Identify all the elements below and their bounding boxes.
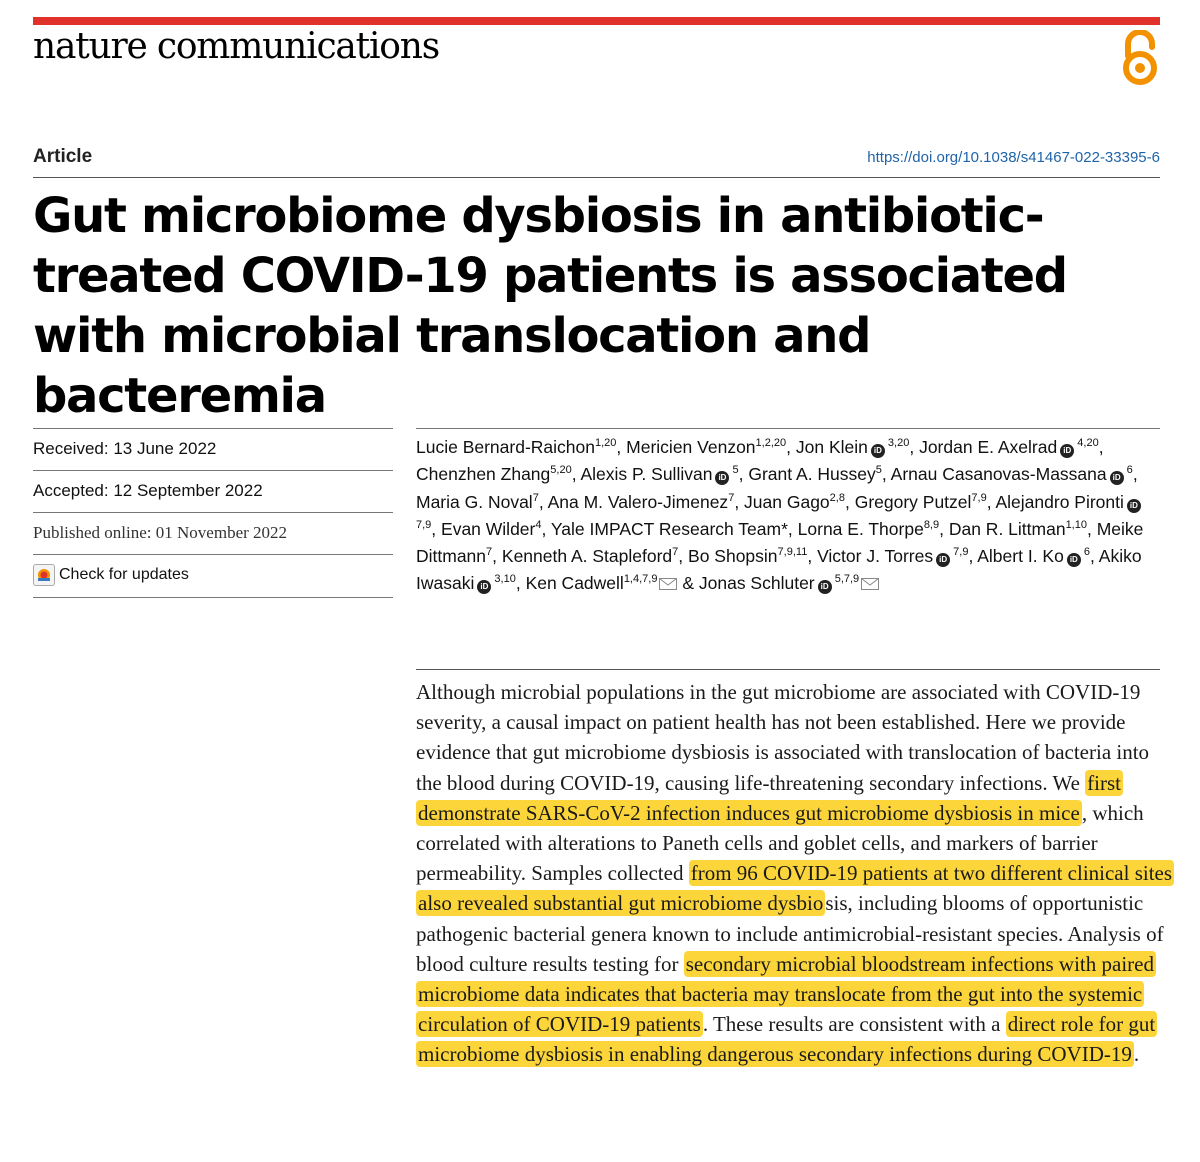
author-entry: Alejandro Pironti iD $^{7,9}$, bbox=[416, 492, 1141, 539]
author-name[interactable]: Lucie Bernard-Raichon bbox=[416, 437, 595, 457]
mail-icon[interactable] bbox=[659, 578, 677, 590]
author-entry: Jon Klein iD $^{3,20}$, bbox=[795, 437, 920, 457]
check-updates-label: Check for updates bbox=[59, 566, 189, 583]
orcid-icon[interactable]: iD bbox=[477, 580, 491, 594]
affiliation-superscript: 5,20 bbox=[550, 464, 572, 477]
article-title: Gut microbiome dysbiosis in antibiotic-treated COVID-19 patients is associated with microbial translocation and bacteremia bbox=[33, 188, 1067, 424]
journal-name: nature communications bbox=[33, 26, 439, 67]
divider bbox=[33, 597, 393, 598]
author-name[interactable]: Gregory Putzel bbox=[854, 491, 972, 512]
orcid-icon[interactable]: iD bbox=[1110, 471, 1124, 485]
affiliation-superscript: 7,9 bbox=[416, 518, 432, 531]
author-name[interactable]: Mericien Venzon bbox=[626, 437, 756, 457]
affiliation-superscript: 2,8 bbox=[829, 491, 845, 504]
affiliation-superscript: 1,4,7,9 bbox=[623, 573, 658, 586]
abstract-text: Although microbial populations in the gut microbiome are associated with COVID-19 severity, a causal impact on patient health has not been established. Here we provide evidence that gut microbiome dysbiosis is associated with translocation of bacteria into the blood during COVID-19, causing life-threatening secondary infections. We bbox=[416, 680, 1150, 795]
author-entry: Victor J. Torres iD $^{7,9}$, bbox=[817, 546, 978, 567]
author-name[interactable]: Jonas Schluter bbox=[698, 573, 815, 594]
abstract-highlight: direct role for gut microbiome dysbiosis in enabling dangerous secondary infections during COVID-19 bbox=[418, 1012, 1156, 1067]
author-entry: Juan Gago$^{2,8}$, bbox=[744, 491, 855, 512]
author-name[interactable]: Chenzhen Zhang bbox=[416, 464, 551, 485]
author-entry: Evan Wilder$^4$, bbox=[441, 518, 551, 539]
check-updates-button[interactable] bbox=[33, 555, 393, 597]
author-name[interactable]: Ana M. Valero-Jimenez bbox=[547, 491, 729, 512]
affiliation-superscript: 5,7,9 bbox=[831, 573, 860, 586]
author-name[interactable]: Meike Dittmann bbox=[416, 518, 1144, 567]
author-name[interactable]: Kenneth A. Stapleford bbox=[501, 546, 673, 567]
affiliation-superscript: 4,20 bbox=[1074, 437, 1099, 449]
journal-brand-bar bbox=[33, 17, 1160, 25]
author-name[interactable]: Albert I. Ko bbox=[977, 546, 1064, 567]
abstract-highlight: secondary microbial bloodstream infections with paired microbiome data indicates that bacteria may translocate from the gut into the systemic circulation of COVID-19 patients bbox=[418, 951, 1154, 1037]
accepted-date: Accepted: 12 September 2022 bbox=[33, 481, 263, 500]
author-list bbox=[416, 429, 1160, 598]
abstract-text: , which correlated with alterations to Paneth cells and goblet cells, and markers of barrier permeability. Samples collected bbox=[416, 800, 1144, 886]
affiliation-superscript: 1,2,20 bbox=[755, 437, 787, 449]
author-entry: Chenzhen Zhang$^{5,20}$, bbox=[416, 464, 581, 485]
author-entry: Akiko Iwasaki iD $^{3,10}$, bbox=[416, 546, 1142, 594]
author-name[interactable]: Yale IMPACT Research Team* bbox=[550, 518, 788, 539]
author-name[interactable]: Juan Gago bbox=[744, 491, 830, 512]
orcid-icon[interactable]: iD bbox=[715, 471, 729, 485]
affiliation-superscript: 7,9,11 bbox=[777, 546, 808, 559]
orcid-icon[interactable]: iD bbox=[1127, 499, 1141, 513]
author-entry: Bo Shopsin$^{7,9,11}$, bbox=[688, 546, 818, 567]
affiliation-superscript: 3,20 bbox=[884, 437, 910, 449]
affiliation-superscript: 7 bbox=[532, 491, 539, 504]
author-entry: Arnau Casanovas-Massana iD $^6$, bbox=[890, 464, 1138, 485]
affiliation-superscript: 5 bbox=[729, 464, 739, 477]
author-entry: Jordan E. Axelrad iD $^{4,20}$, bbox=[919, 437, 1104, 457]
affiliation-superscript: 4 bbox=[535, 518, 542, 531]
author-name[interactable]: Maria G. Noval bbox=[416, 491, 533, 512]
abstract-text: . bbox=[1133, 1042, 1140, 1067]
author-entry: Gregory Putzel$^{7,9}$, bbox=[854, 491, 996, 512]
author-name[interactable]: Ken Cadwell bbox=[525, 573, 624, 594]
affiliation-superscript: 7 bbox=[728, 491, 735, 504]
abstract-highlight: from 96 COVID-19 patients at two different clinical sites also revealed substantial gut microbiome dysbio bbox=[418, 861, 1173, 916]
author-entry: Alexis P. Sullivan iD $^5$, bbox=[580, 464, 749, 485]
author-entry: Ana M. Valero-Jimenez$^7$, bbox=[547, 491, 745, 512]
author-entry: Lucie Bernard-Raichon$^{1,20}$, bbox=[416, 437, 627, 457]
author-name[interactable]: Akiko Iwasaki bbox=[416, 546, 1142, 594]
author-entry: Mericien Venzon$^{1,2,20}$, bbox=[626, 437, 796, 457]
author-entry: Meike Dittmann$^7$, bbox=[416, 518, 1144, 567]
affiliation-superscript: 8,9 bbox=[923, 518, 940, 531]
abstract bbox=[416, 677, 1176, 1070]
mail-icon[interactable] bbox=[861, 578, 879, 590]
header-divider bbox=[33, 177, 1160, 178]
orcid-icon[interactable]: iD bbox=[1060, 444, 1074, 458]
affiliation-superscript: 6 bbox=[1123, 464, 1133, 477]
affiliation-superscript: 7 bbox=[672, 546, 679, 559]
published-date: Published online: 01 November 2022 bbox=[33, 523, 288, 542]
author-entry bbox=[526, 573, 683, 593]
author-entry: Lorna E. Thorpe$^{8,9}$, bbox=[797, 518, 949, 539]
abstract-divider bbox=[416, 669, 1160, 670]
abstract-highlight: first demonstrate SARS-CoV-2 infection induces gut microbiome dysbiosis in mice bbox=[418, 770, 1121, 825]
author-name[interactable]: Jordan E. Axelrad bbox=[919, 437, 1058, 457]
author-entry: Grant A. Hussey$^5$, bbox=[748, 464, 891, 485]
author-name[interactable]: Arnau Casanovas-Massana bbox=[890, 464, 1107, 485]
author-entry: Yale IMPACT Research Team*, bbox=[550, 518, 798, 539]
author-name[interactable]: Alejandro Pironti bbox=[995, 491, 1124, 512]
author-name[interactable]: Grant A. Hussey bbox=[748, 464, 876, 485]
orcid-icon[interactable]: iD bbox=[1067, 553, 1081, 567]
affiliation-superscript: 7 bbox=[486, 546, 493, 559]
orcid-icon[interactable]: iD bbox=[871, 444, 885, 458]
author-entry: Kenneth A. Stapleford$^7$, bbox=[501, 546, 689, 567]
publication-dates-panel bbox=[33, 428, 393, 598]
affiliation-superscript: 6 bbox=[1080, 546, 1091, 559]
author-entry: & Jonas Schluter iD $^{5,7,9}$ bbox=[682, 573, 879, 593]
author-name[interactable]: Victor J. Torres bbox=[817, 546, 934, 567]
author-name[interactable]: Jon Klein bbox=[795, 437, 868, 457]
author-entry: Maria G. Noval$^7$, bbox=[416, 491, 548, 512]
abstract-text: sis, including blooms of opportunistic pathogenic bacterial genera known to include antimicrobial-resistant species. Analysis of blood culture results testing for bbox=[416, 891, 1164, 976]
author-name[interactable]: Evan Wilder bbox=[441, 518, 536, 539]
author-name[interactable]: Alexis P. Sullivan bbox=[580, 464, 713, 485]
affiliation-superscript: 7,9 bbox=[971, 491, 987, 504]
authors-panel bbox=[416, 428, 1160, 598]
author-entry: Dan R. Littman$^{1,10}$, bbox=[948, 518, 1097, 539]
affiliation-superscript: 5 bbox=[875, 464, 882, 477]
affiliation-superscript: 3,10 bbox=[491, 573, 516, 586]
affiliation-superscript: 1,10 bbox=[1065, 518, 1087, 531]
received-date: Received: 13 June 2022 bbox=[33, 439, 217, 458]
affiliation-superscript: 7,9 bbox=[950, 546, 969, 559]
author-name[interactable]: Dan R. Littman bbox=[948, 518, 1066, 539]
author-name[interactable]: Lorna E. Thorpe bbox=[797, 518, 924, 539]
author-name[interactable]: Bo Shopsin bbox=[688, 546, 778, 567]
article-type-label: Article bbox=[33, 146, 93, 167]
open-access-lock-icon bbox=[1119, 30, 1161, 86]
author-entry: Albert I. Ko iD $^6$, bbox=[977, 546, 1099, 567]
orcid-icon[interactable]: iD bbox=[936, 553, 950, 567]
abstract-text: . These results are consistent with a bbox=[702, 1012, 1006, 1037]
orcid-icon[interactable]: iD bbox=[818, 580, 832, 594]
affiliation-superscript: 1,20 bbox=[595, 437, 617, 449]
doi-link[interactable]: https://doi.org/10.1038/s41467-022-33395-6 bbox=[867, 149, 1160, 166]
check-updates-icon bbox=[33, 564, 55, 586]
